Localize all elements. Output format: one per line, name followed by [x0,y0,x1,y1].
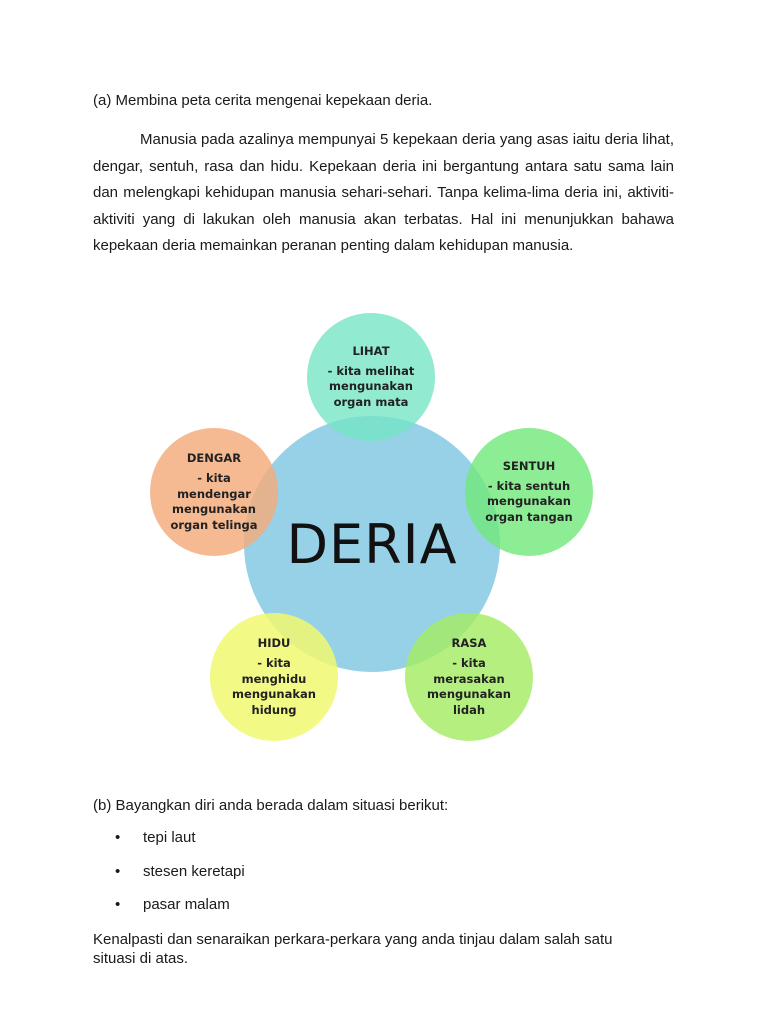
sense-dengar-desc: - kita mendengar mengunakan organ telinga [170,471,258,532]
sense-sentuh-title: SENTUH [502,458,556,473]
bullet-point: • [115,896,121,913]
bullet-point: • [115,829,121,846]
sense-lihat-title: LIHAT [352,343,390,358]
deria-mind-map [0,300,768,760]
section-a-heading: (a) Membina peta cerita mengenai kepekaan deria. [93,92,433,109]
sense-dengar [150,428,278,556]
center-label: DERIA [286,512,458,576]
section-b-heading: (b) Bayangkan diri anda berada dalam situasi berikut: [93,797,449,814]
sense-rasa-desc: - kita merasakan mengunakan lidah [427,656,511,717]
list-item-text: pasar malam [143,896,230,913]
closing-instruction: Kenalpasti dan senaraikan perkara-perkara yang anda tinjau dalam salah satu situasi di atas. [93,931,613,967]
list-item-text: stesen keretapi [143,862,245,880]
sense-dengar-title: DENGAR [186,451,242,465]
sense-hidu [210,613,338,741]
sense-rasa [405,613,533,741]
list-item-text: tepi laut [143,829,196,846]
intro-paragraph-text: Manusia pada azalinya mempunyai 5 kepekaan deria yang asas iaitu deria lihat, dengar, sentuh, rasa dan hidu. Kepekaan deria ini bergantung antara satu sama lain dan melengkapi kehidupan manusia sehari-sehari. Tanpa kelima-lima deria ini, aktiviti-aktiviti yang di lakukan oleh manusia akan terbatas. Hal ini menunjukkan bahawa kepekaan deria memainkan peranan penting dalam kehidupan manusia. [93,131,674,254]
sense-sentuh-desc: - kita sentuh mengunakan organ tangan [485,478,573,524]
sense-hidu-title: HIDU [257,636,291,650]
sense-sentuh [465,428,593,556]
sense-rasa-title: RASA [451,636,487,650]
sense-hidu-desc: - kita menghidu mengunakan hidung [232,656,316,717]
intro-paragraph [93,127,674,260]
sense-lihat [307,313,435,441]
sense-lihat-desc: - kita melihat mengunakan organ mata [327,363,415,409]
bullet-point: • [115,862,121,880]
